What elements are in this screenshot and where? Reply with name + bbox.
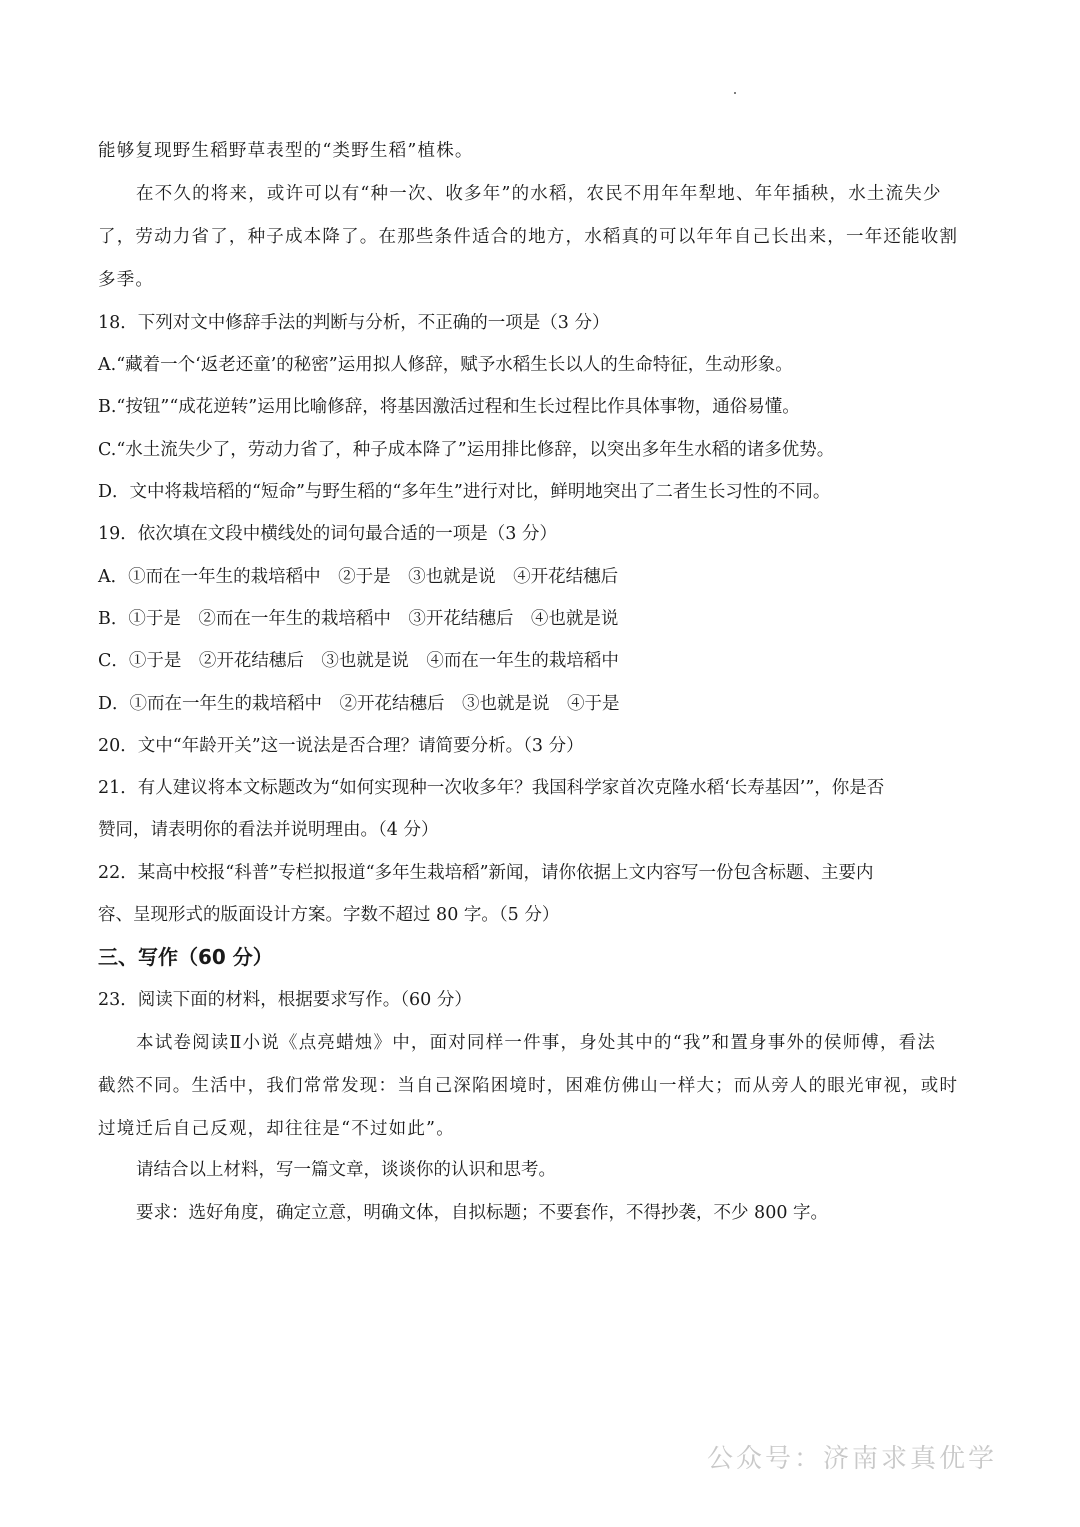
question-19-option-b: B．①于是 ②而在一年生的栽培稻中 ③开花结穗后 ④也就是说 xyxy=(98,609,619,629)
writing-requirements: 要求：选好角度，确定立意，明确文体，自拟标题；不要套作，不得抄袭，不少 800 字。 xyxy=(136,1203,829,1223)
watermark: 公众号：济南求真优学 xyxy=(707,1444,998,1474)
question-18-option-a: A.“藏着一个‘返老还童’的秘密”运用拟人修辞，赋予水稻生长以人的生命特征，生动形象。 xyxy=(98,355,793,375)
material-line: 本试卷阅读Ⅱ小说《点亮蜡烛》中，面对同样一件事，身处其中的“我”和置身事外的侯师傅，看法 xyxy=(136,1033,937,1053)
question-19-option-d: D．①而在一年生的栽培稻中 ②开花结穗后 ③也就是说 ④于是 xyxy=(98,694,620,714)
question-22-line: 容、呈现形式的版面设计方案。字数不超过 80 字。（5 分） xyxy=(98,905,560,925)
question-21-line: 赞同，请表明你的看法并说明理由。（4 分） xyxy=(98,820,439,840)
passage-line: 在不久的将来，或许可以有“种一次、收多年”的水稻，农民不用年年犁地、年年插秧，水土流失少 xyxy=(136,184,942,204)
question-18-option-d: D．文中将栽培稻的“短命”与野生稻的“多年生”进行对比，鲜明地突出了二者生长习性的不同。 xyxy=(98,482,831,502)
writing-prompt: 请结合以上材料，写一篇文章，谈谈你的认识和思考。 xyxy=(136,1160,556,1180)
question-19-option-c: C．①于是 ②开花结穗后 ③也就是说 ④而在一年生的栽培稻中 xyxy=(98,651,619,671)
scan-speck xyxy=(734,92,736,94)
question-18-stem: 18．下列对文中修辞手法的判断与分析，不正确的一项是（3 分） xyxy=(98,313,610,333)
passage-line: 能够复现野生稻野草表型的“类野生稻”植株。 xyxy=(98,141,474,161)
question-20: 20．文中“年龄开关”这一说法是否合理？请简要分析。（3 分） xyxy=(98,736,584,756)
question-18-option-b: B.“按钮”“成花逆转”运用比喻修辞，将基因激活过程和生长过程比作具体事物，通俗易懂。 xyxy=(98,397,800,417)
question-19-stem: 19．依次填在文段中横线处的词句最合适的一项是（3 分） xyxy=(98,524,557,544)
material-line: 过境迁后自己反观，却往往是“不过如此”。 xyxy=(98,1119,455,1139)
question-23-stem: 23．阅读下面的材料，根据要求写作。（60 分） xyxy=(98,990,472,1010)
question-21-line: 21．有人建议将本文标题改为“如何实现种一次收多年？我国科学家首次克隆水稻‘长寿基因’”，你是否 xyxy=(98,778,885,798)
question-18-option-c: C.“水土流失少了，劳动力省了，种子成本降了”运用排比修辞，以突出多年生水稻的诸多优势。 xyxy=(98,440,835,460)
passage-line: 了，劳动力省了，种子成本降了。在那些条件适合的地方，水稻真的可以年年自己长出来，一年还能收割 xyxy=(98,227,959,247)
passage-line: 多季。 xyxy=(98,270,155,290)
material-line: 截然不同。生活中，我们常常发现：当自己深陷困境时，困难仿佛山一样大；而从旁人的眼光审视，或时 xyxy=(98,1076,959,1096)
question-19-option-a: A．①而在一年生的栽培稻中 ②于是 ③也就是说 ④开花结穗后 xyxy=(98,567,619,587)
section-title: 三、写作（60 分） xyxy=(98,945,273,969)
question-22-line: 22．某高中校报“科普”专栏拟报道“多年生栽培稻”新闻，请你依据上文内容写一份包含标题、主要内 xyxy=(98,863,874,883)
